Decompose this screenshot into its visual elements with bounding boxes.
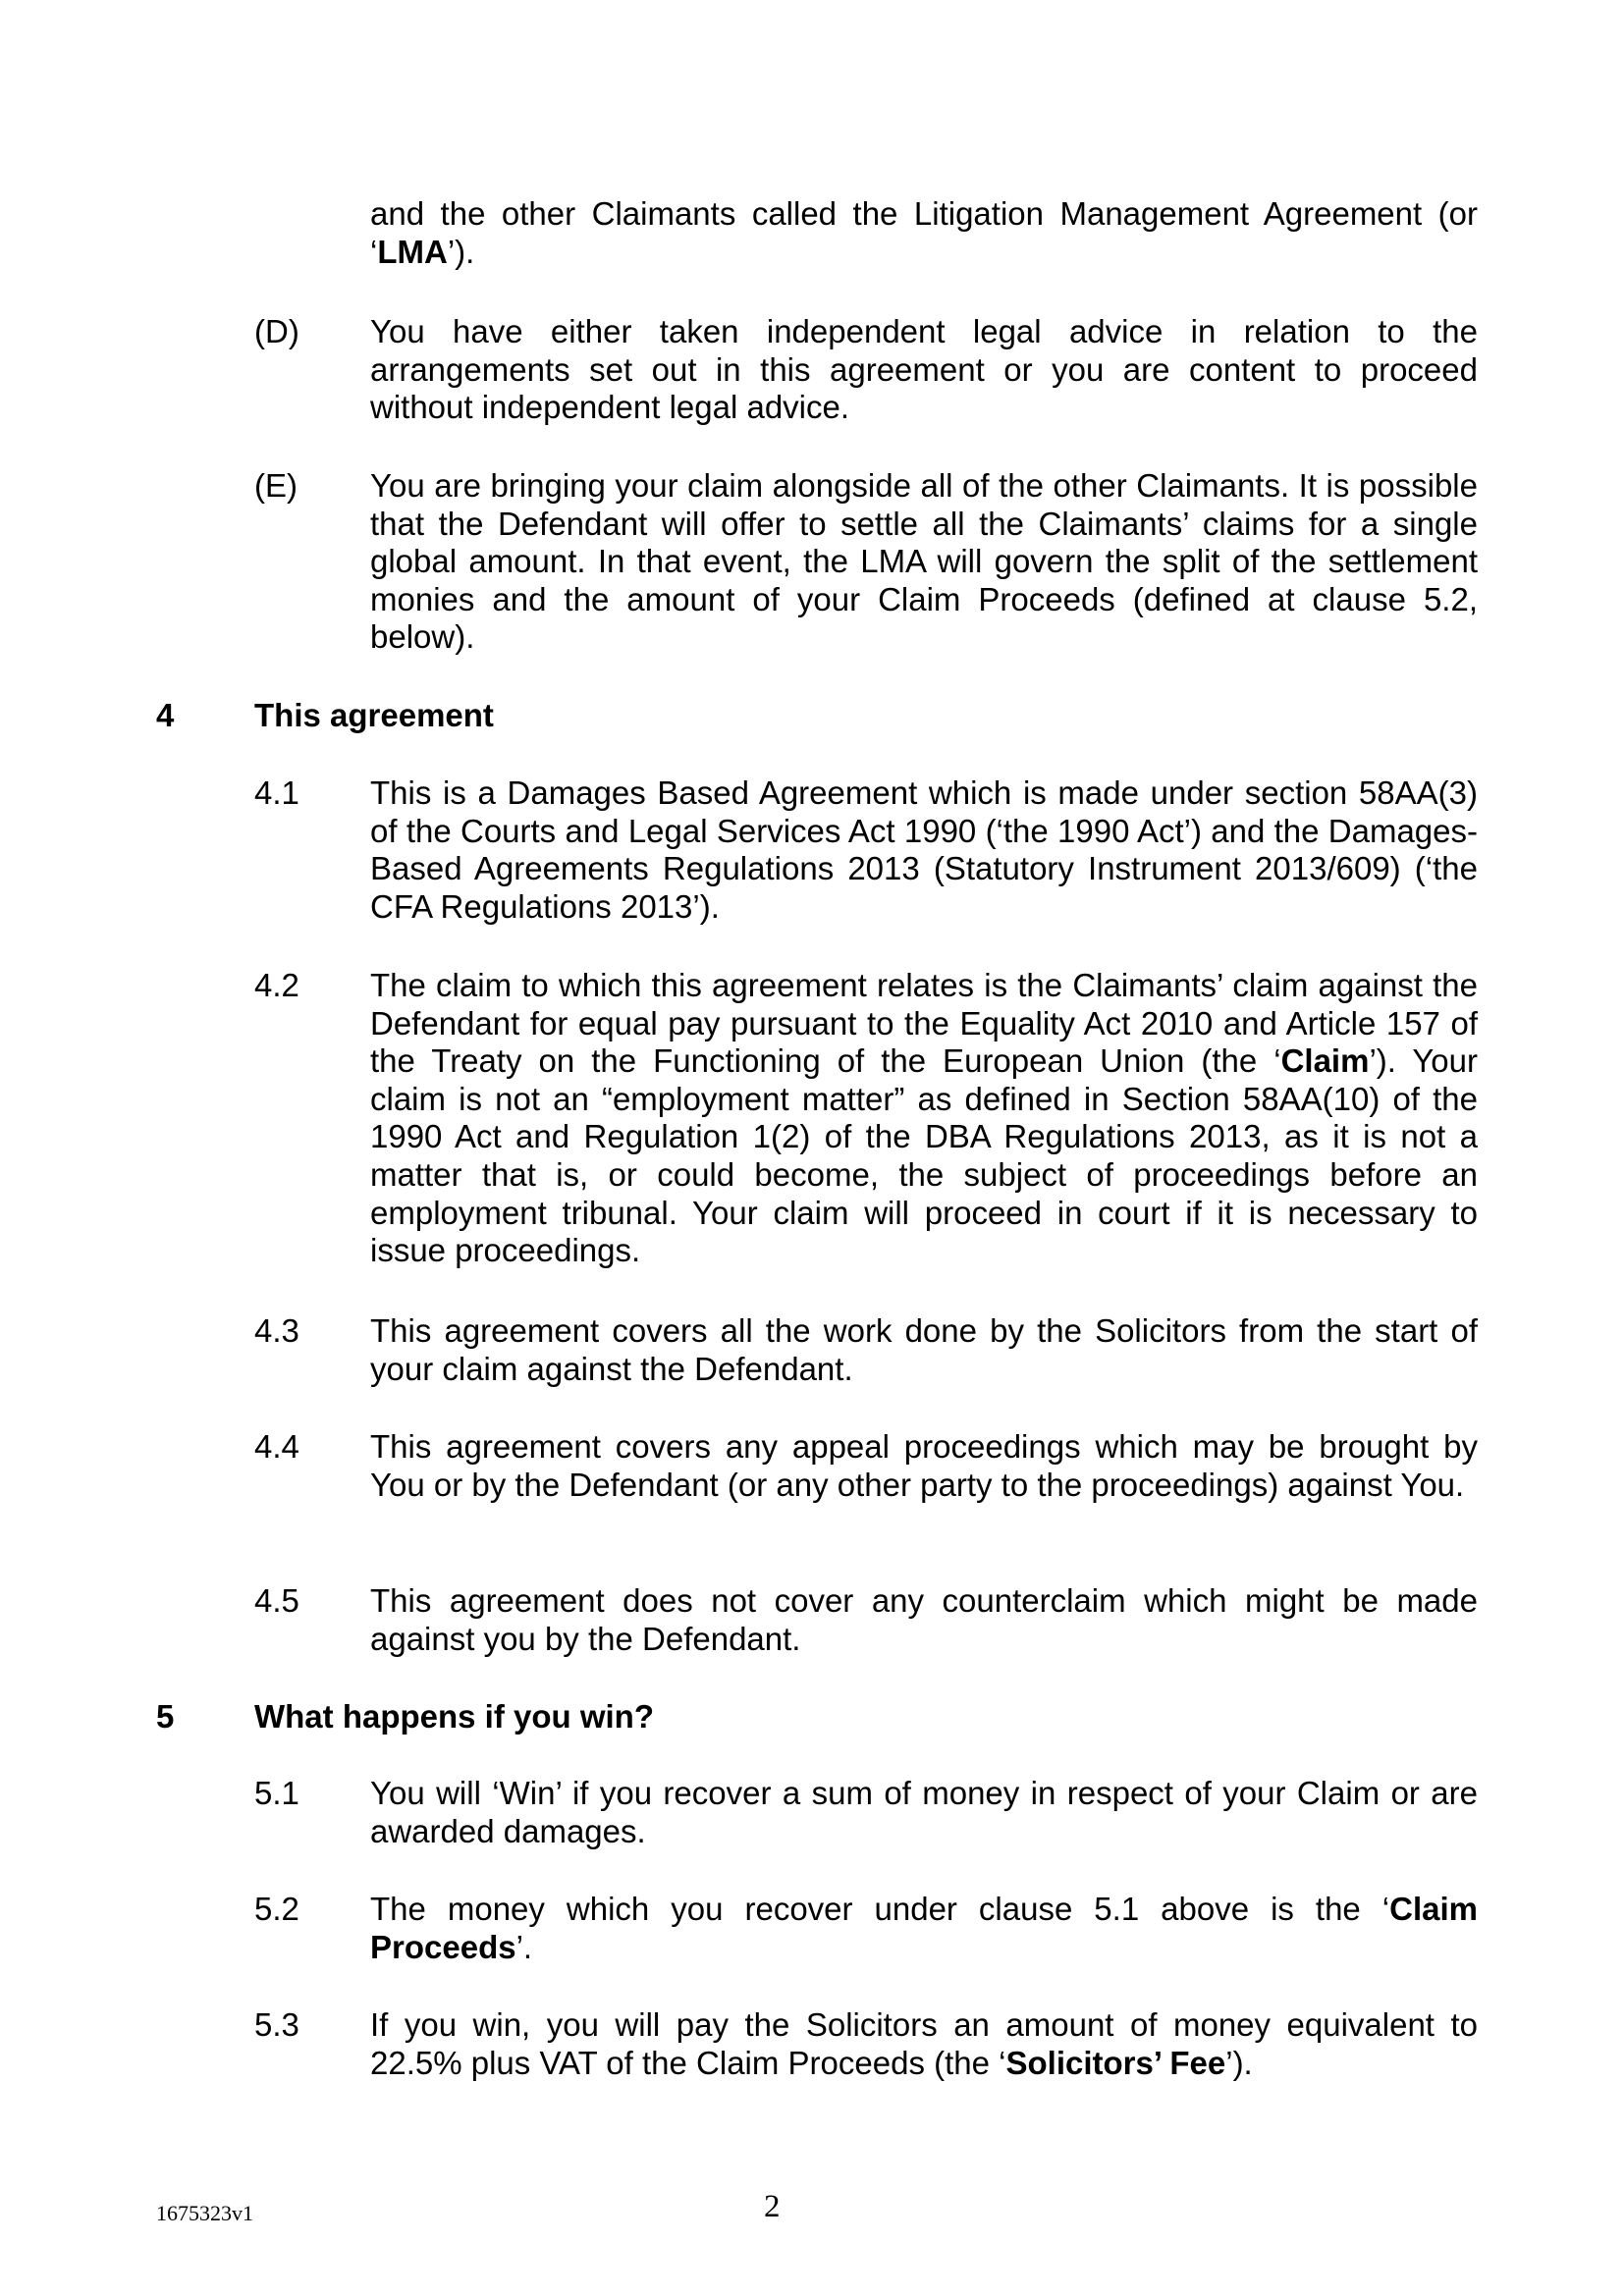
recital-d-text: You have either taken independent legal advice in relation to the arrangements set out in this agreement or you are content to proceed without independent legal advice. — [370, 313, 1478, 426]
clause-label-5-2: 5.2 — [254, 1891, 299, 1927]
recital-e-text: You are bringing your claim alongside all of the other Claimants. It is possible that the Defendant will offer to settle all the Claimants’ claims for a single global amount. In that event, the LMA will govern the split of the settlement monies and the amount of your Claim Proceeds (defined at clause 5.2, below). — [370, 467, 1478, 656]
clause-5-3-text-b: ’). — [1225, 2044, 1253, 2081]
clause-4-3-text: This agreement covers all the work done by the Solicitors from the start of your claim against the Defendant. — [370, 1312, 1478, 1387]
clause-4-2-text-b: ’). Your claim is not an “employment matter” as defined in Section 58AA(10) of the 1990 Act and Regulation 1(2) of the DBA Regulations 2013, as it is not a matter that is, or could become, the subject of proceedings before an employment tribunal. Your claim will proceed in court if it is necessary to issue proceedings. — [370, 1042, 1478, 1269]
section-5-number: 5 — [156, 1698, 175, 1735]
section-4-number: 4 — [156, 697, 175, 733]
clause-5-2-text-b: ’. — [515, 1928, 533, 1965]
recital-label-e: (E) — [254, 467, 298, 504]
clause-4-1-text: This is a Damages Based Agreement which is made under section 58AA(3) of the Courts and Legal Services Act 1990 (‘the 1990 Act’) and the Damages-Based Agreements Regulations 2013 (Statutory Instrument 2013/609) (‘the CFA Regulations 2013’). — [370, 774, 1478, 925]
clause-label-4-4: 4.4 — [254, 1428, 299, 1465]
clause-4-4-text: This agreement covers any appeal proceedings which may be brought by You or by the Defendant (or any other party to the proceedings) against You. — [370, 1428, 1478, 1503]
clause-label-4-1: 4.1 — [254, 774, 299, 811]
clause-label-5-1: 5.1 — [254, 1775, 299, 1811]
clause-label-4-2: 4.2 — [254, 967, 299, 1003]
intro-bold: LMA — [377, 233, 448, 270]
clause-5-3-text — [370, 2006, 1478, 2082]
clause-5-1-text: You will ‘Win’ if you recover a sum of money in respect of your Claim or are awarded damages. — [370, 1775, 1478, 1849]
intro-text-a: and the other Claimants called the Litigation Management Agreement (or ‘ — [370, 195, 1478, 270]
clause-4-2-bold: Claim — [1280, 1042, 1370, 1080]
clause-5-2-text — [370, 1891, 1478, 1966]
intro-text-b: ’). — [447, 233, 475, 270]
clause-5-3-text-a: If you win, you will pay the Solicitors an amount of money equivalent to 22.5% plus VAT of the Claim Proceeds (the ‘ — [370, 2006, 1478, 2081]
clause-label-4-5: 4.5 — [254, 1582, 299, 1619]
clause-label-5-3: 5.3 — [254, 2006, 299, 2043]
section-5-title: What happens if you win? — [254, 1698, 654, 1735]
page-number: 2 — [764, 2189, 781, 2224]
clause-5-2-text-a: The money which you recover under clause 5.1 above is the ‘ — [370, 1891, 1390, 1927]
clause-4-2-text-a: The claim to which this agreement relates is the Claimants’ claim against the Defendant for equal pay pursuant to the Equality Act 2010 and Article 157 of the Treaty on the Functioning of the European Union (the ‘ — [370, 967, 1478, 1080]
document-reference: 1675323v1 — [156, 2201, 253, 2225]
recital-label-d: (D) — [254, 313, 299, 349]
clause-5-3-bold: Solicitors’ Fee — [1005, 2044, 1226, 2081]
clause-label-4-3: 4.3 — [254, 1312, 299, 1349]
clause-5-2-bold: Claim Proceeds — [370, 1891, 1478, 1965]
intro-paragraph — [370, 195, 1478, 271]
clause-4-5-text: This agreement does not cover any counterclaim which might be made against you by the Defendant. — [370, 1582, 1478, 1657]
clause-4-2-text — [370, 967, 1478, 1270]
section-4-title: This agreement — [254, 697, 494, 733]
